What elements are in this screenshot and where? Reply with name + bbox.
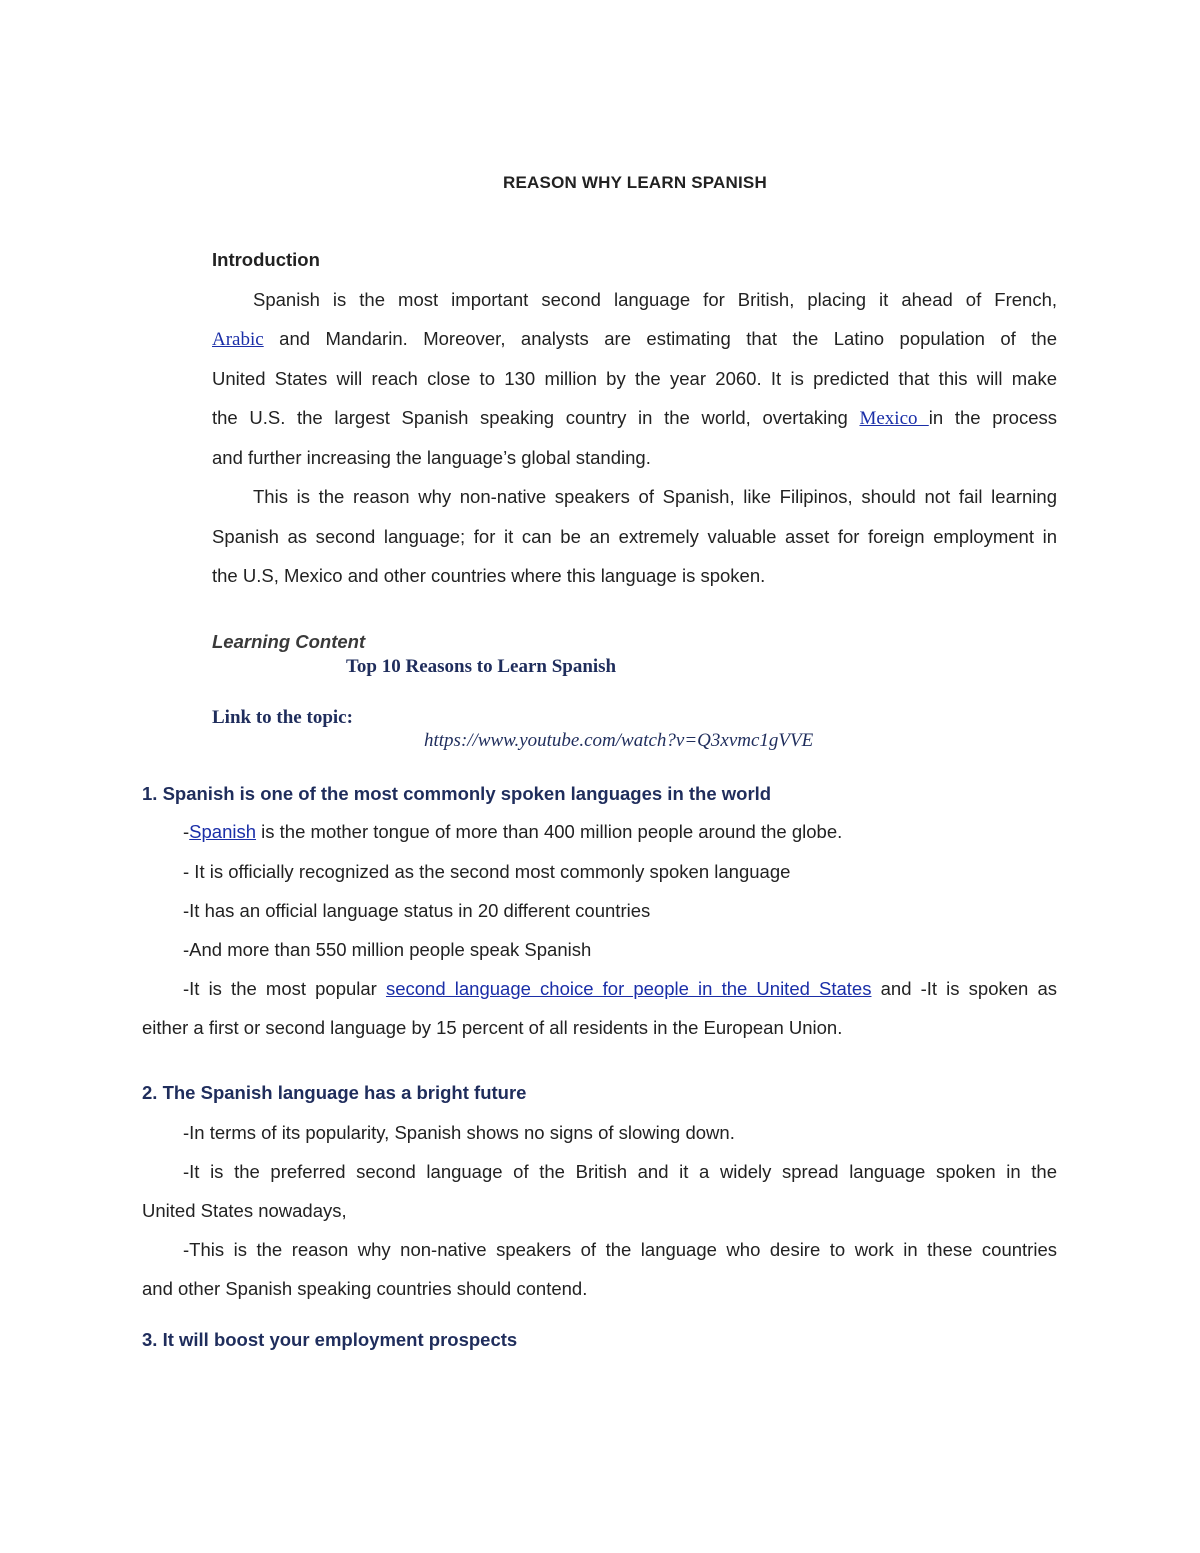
page-title: REASON WHY LEARN SPANISH <box>503 173 767 192</box>
section2-bullet2-cont: United States nowadays, <box>142 1200 347 1221</box>
learning-subtitle: Top 10 Reasons to Learn Spanish <box>346 656 617 677</box>
section1-bullet5-cont: either a first or second language by 15 percent of all residents in the European Union. <box>142 1017 843 1038</box>
arabic-link[interactable]: Arabic <box>212 329 264 350</box>
topic-url[interactable]: https://www.youtube.com/watch?v=Q3xvmc1gVVE <box>424 730 814 751</box>
intro-p1-line5: and further increasing the language’s global standing. <box>212 447 651 468</box>
second-language-choice-link[interactable]: second language choice for people in the United States <box>385 978 872 999</box>
intro-heading: Introduction <box>212 249 320 270</box>
section2-bullet3-cont: and other Spanish speaking countries should contend. <box>142 1278 588 1299</box>
section1-bullet4: -And more than 550 million people speak Spanish <box>183 939 592 960</box>
section3-heading: 3. It will boost your employment prospects <box>142 1329 518 1350</box>
intro-p2-line1: This is the reason why non-native speakers of Spanish, like Filipinos, should not fail learning <box>253 486 1057 507</box>
learning-content-label: Learning Content <box>212 631 366 652</box>
section2-heading: 2. The Spanish language has a bright future <box>142 1082 527 1103</box>
link-to-topic-label: Link to the topic: <box>212 707 353 728</box>
mexico-link[interactable]: Mexico <box>859 408 929 429</box>
intro-p2-line2: Spanish as second language; for it can be an extremely valuable asset for foreign employment in <box>212 526 1057 547</box>
section2-bullet3: -This is the reason why non-native speakers of the language who desire to work in these countries <box>183 1239 1057 1260</box>
intro-p1-line4: the U.S. the largest Spanish speaking country in the world, overtaking Mexico in the process <box>212 407 1057 429</box>
section1-bullet1: -Spanish is the mother tongue of more than 400 million people around the globe. <box>183 821 843 842</box>
section2-bullet2: -It is the preferred second language of the British and it a widely spread language spoken in the <box>183 1161 1057 1182</box>
section1-bullet5: -It is the most popular second language choice for people in the United States and -It is spoken as <box>183 978 1057 999</box>
intro-p1-line1: Spanish is the most important second language for British, placing it ahead of French, <box>253 289 1057 310</box>
intro-p1-line2: Arabic and Mandarin. Moreover, analysts are estimating that the Latino population of the <box>212 328 1057 350</box>
section1-bullet2: - It is officially recognized as the second most commonly spoken language <box>183 861 791 882</box>
section1-heading: 1. Spanish is one of the most commonly spoken languages in the world <box>142 783 772 804</box>
spanish-link[interactable]: Spanish <box>189 821 257 842</box>
section2-bullet1: -In terms of its popularity, Spanish shows no signs of slowing down. <box>183 1122 735 1143</box>
section1-bullet3: -It has an official language status in 20 different countries <box>183 900 651 921</box>
intro-p1-line3: United States will reach close to 130 million by the year 2060. It is predicted that this will make <box>212 368 1057 389</box>
intro-p2-line3: the U.S, Mexico and other countries where this language is spoken. <box>212 565 766 586</box>
